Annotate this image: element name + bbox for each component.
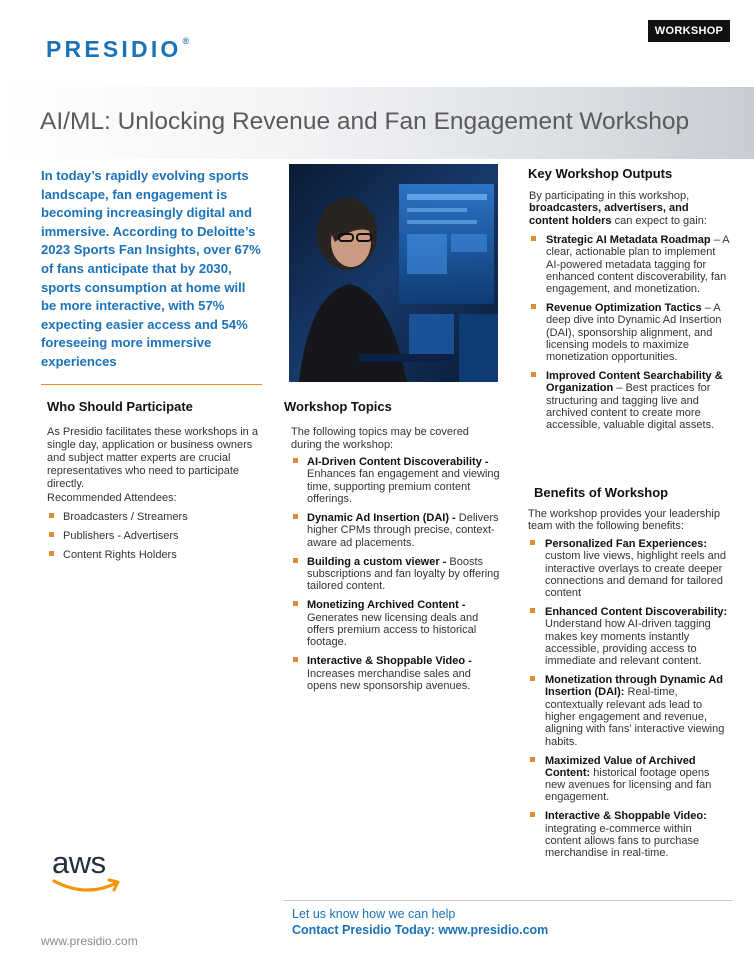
benefit-desc: Understand how AI-driven tagging makes key moments instantly accessible, providing access to immediate and relevant content.	[545, 618, 711, 668]
benefits-heading: Benefits of Workshop	[534, 485, 669, 500]
outputs-intro-bold: broadcasters, advertisers, and content holders	[529, 202, 689, 227]
output-desc: Best practices for structuring and tagging live and archived content to create more accessible, valuable digital assets.	[546, 382, 715, 432]
output-label: Strategic AI Metadata Roadmap	[546, 234, 711, 246]
benefit-label: Maximized Value of Archived Content:	[545, 754, 696, 779]
topic-sep: -	[439, 555, 450, 568]
footer-contact-link[interactable]: Contact Presidio Today: www.presidio.com	[292, 923, 549, 937]
list-item	[47, 530, 188, 543]
output-label: Revenue Optimization Tactics	[546, 302, 702, 315]
topic-sep: -	[481, 456, 489, 468]
bullet-icon	[530, 540, 535, 545]
hero-photo	[289, 164, 498, 382]
logo-text: PRESIDIO	[46, 36, 182, 62]
outputs-heading: Key Workshop Outputs	[528, 166, 673, 181]
benefit-desc: Real-time, contextually relevant ads lead to higher engagement and revenue, aligning with fans’ interactive viewing habits.	[545, 686, 725, 748]
benefit-label: Enhanced Content Discoverability:	[545, 606, 728, 619]
bullet-icon	[530, 812, 535, 817]
attendee-label: Publishers - Advertisers	[63, 530, 179, 542]
output-desc: A clear, actionable plan to implement AI-powered metadata tagging for enhanced content discoverability, fan engagement, and monetization.	[546, 234, 729, 296]
topic-label: Interactive & Shoppable Video	[307, 655, 466, 668]
topic-sep: -	[465, 655, 472, 668]
registered-mark: ®	[182, 36, 190, 46]
bullet-icon	[49, 513, 54, 518]
list-item	[291, 456, 501, 505]
bullet-icon	[530, 757, 535, 762]
list-item	[528, 755, 728, 804]
benefit-label: Monetization through Dynamic Ad Insertion (DAI):	[545, 674, 724, 699]
footer-url[interactable]: www.presidio.com	[41, 934, 138, 948]
benefit-label: Personalized Fan Experiences:	[545, 538, 708, 550]
output-label: Improved Content Searchability & Organization	[546, 370, 723, 395]
topic-desc: Increases merchandise sales and opens new sponsorship avenues.	[307, 667, 471, 692]
bullet-icon	[531, 236, 536, 241]
bullet-icon	[293, 558, 298, 563]
list-item	[291, 655, 501, 692]
topics-intro: The following topics may be covered during the workshop:	[291, 426, 469, 451]
topic-label: AI-Driven Content Discoverability	[307, 456, 482, 468]
list-item	[529, 234, 729, 295]
workshop-badge: WORKSHOP	[648, 20, 730, 42]
hero-photo-illustration	[289, 164, 498, 382]
bullet-icon	[49, 551, 54, 556]
output-desc: A deep dive into Dynamic Ad Insertion (DAI), sponsorship alignment, and licensing models to maximize monetization opportunities.	[546, 302, 722, 364]
benefits-list	[528, 538, 728, 866]
attendee-label: Content Rights Holders	[63, 549, 177, 561]
benefit-desc: integrating e-commerce within content allows fans to purchase merchandise in real-time.	[545, 822, 700, 860]
topic-desc: Enhances fan engagement and viewing time, supporting premium content offerings.	[307, 468, 500, 505]
topic-sep: -	[449, 511, 459, 524]
benefit-desc: custom live views, highlight reels and interactive overlays to create deeper connections and demand for tailored content	[545, 550, 726, 600]
intro-divider	[41, 384, 262, 385]
benefit-desc: historical footage opens new avenues for licensing and fan engagement.	[545, 766, 712, 804]
list-item	[291, 599, 501, 648]
output-sep: –	[710, 234, 723, 246]
output-sep: –	[613, 382, 626, 395]
bullet-icon	[293, 601, 298, 606]
topic-desc: Delivers higher CPMs through precise, context-aware ad placements.	[307, 511, 499, 549]
bullet-icon	[293, 458, 298, 463]
list-item	[291, 512, 501, 549]
bullet-icon	[531, 372, 536, 377]
footer-cta: Let us know how we can help	[292, 907, 456, 921]
list-item	[528, 606, 728, 667]
topic-desc: Boosts subscriptions and fan loyalty by offering tailored content.	[307, 555, 500, 593]
topic-label: Monetizing Archived Content	[307, 599, 459, 612]
list-item	[528, 674, 728, 748]
topic-label: Dynamic Ad Insertion (DAI)	[307, 511, 449, 524]
outputs-intro	[529, 190, 729, 227]
benefits-intro: The workshop provides your leadership team with the following benefits:	[528, 508, 720, 533]
list-item	[529, 370, 729, 431]
bullet-icon	[530, 676, 535, 681]
bullet-icon	[531, 304, 536, 309]
list-item	[291, 556, 501, 593]
attendees-list	[47, 511, 188, 568]
who-paragraph: As Presidio facilitates these workshops in a single day, application or business owners and subject matter experts are crucial representatives who need to participate directly.	[47, 426, 258, 490]
topic-label: Building a custom viewer	[307, 555, 440, 568]
benefit-label: Interactive & Shoppable Video:	[545, 810, 707, 823]
output-sep: –	[701, 302, 714, 315]
outputs-list	[529, 234, 729, 438]
topics-list	[291, 456, 501, 699]
bullet-icon	[293, 657, 298, 662]
who-heading: Who Should Participate	[47, 399, 193, 414]
bullet-icon	[49, 532, 54, 537]
attendees-subheading: Recommended Attendees:	[47, 492, 177, 504]
list-item	[47, 549, 188, 562]
bullet-icon	[293, 514, 298, 519]
topics-heading: Workshop Topics	[284, 399, 392, 414]
topic-sep: -	[458, 599, 466, 612]
outputs-intro-post: can expect to gain:	[611, 214, 707, 227]
list-item	[47, 511, 188, 524]
footer-divider	[284, 900, 732, 901]
list-item	[528, 810, 728, 859]
intro-text: In today’s rapidly evolving sports landscape, fan engagement is becoming increasingly digital and immersive. According to Deloitte’s 2023 Sports Fan Insights, over 67% of fans anticipate that by 2030, sports consumption at home will be more interactive, with 57% expecting easier access and 54% foreseeing more immersive experiences	[41, 168, 261, 369]
list-item	[528, 538, 728, 599]
page-title: AI/ML: Unlocking Revenue and Fan Engagement Workshop	[40, 108, 690, 135]
topic-desc: Generates new licensing deals and offers premium access to historical footage.	[307, 611, 479, 649]
aws-wordmark: aws	[52, 845, 106, 880]
bullet-icon	[530, 608, 535, 613]
attendee-label: Broadcasters / Streamers	[63, 511, 188, 523]
aws-logo	[52, 845, 122, 899]
outputs-intro-pre: By participating in this workshop,	[529, 190, 690, 202]
list-item	[529, 302, 729, 363]
aws-smile-icon	[52, 878, 122, 894]
presidio-logo	[46, 36, 189, 63]
